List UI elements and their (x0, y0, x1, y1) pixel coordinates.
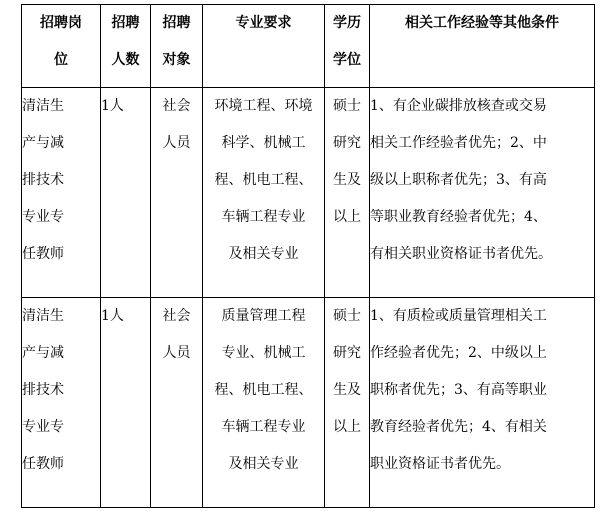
cell-target: 社会 人员 (151, 298, 203, 508)
cell-conditions: 1、有企业碳排放核查或交易 相关工作经验者优先；2、中 级以上职称者优先；3、有高 等职业教育经验者优先；4、 有相关职业资格证书者优先。 (370, 88, 595, 298)
cell-post: 清洁生 产与减 排技术 专业专 任教师 (22, 88, 101, 298)
cell-count: 1人 (101, 88, 151, 298)
cell-degree: 硕士 研究 生及 以上 (325, 88, 370, 298)
cell-degree: 硕士 研究 生及 以上 (325, 298, 370, 508)
cell-major: 环境工程、环境 科学、机械工 程、机电工程、 车辆工程专业 及相关专业 (203, 88, 325, 298)
table-row (22, 88, 595, 298)
header-row (22, 5, 595, 88)
header-degree: 学历 学位 (325, 5, 370, 88)
header-conditions: 相关工作经验等其他条件 (370, 5, 595, 88)
cell-count: 1人 (101, 298, 151, 508)
cell-post: 清洁生 产与减 排技术 专业专 任教师 (22, 298, 101, 508)
cell-conditions: 1、有质检或质量管理相关工 作经验者优先；2、中级以上 职称者优先；3、有高等职业 教育经验者优先；4、有相关 职业资格证书者优先。 (370, 298, 595, 508)
header-count: 招聘 人数 (101, 5, 151, 88)
header-post: 招聘岗 位 (22, 5, 101, 88)
cell-major: 质量管理工程 专业、机械工 程、机电工程、 车辆工程专业 及相关专业 (203, 298, 325, 508)
cell-target: 社会 人员 (151, 88, 203, 298)
table-row (22, 298, 595, 508)
header-target: 招聘 对象 (151, 5, 203, 88)
recruitment-table (21, 4, 595, 508)
header-major: 专业要求 (203, 5, 325, 88)
